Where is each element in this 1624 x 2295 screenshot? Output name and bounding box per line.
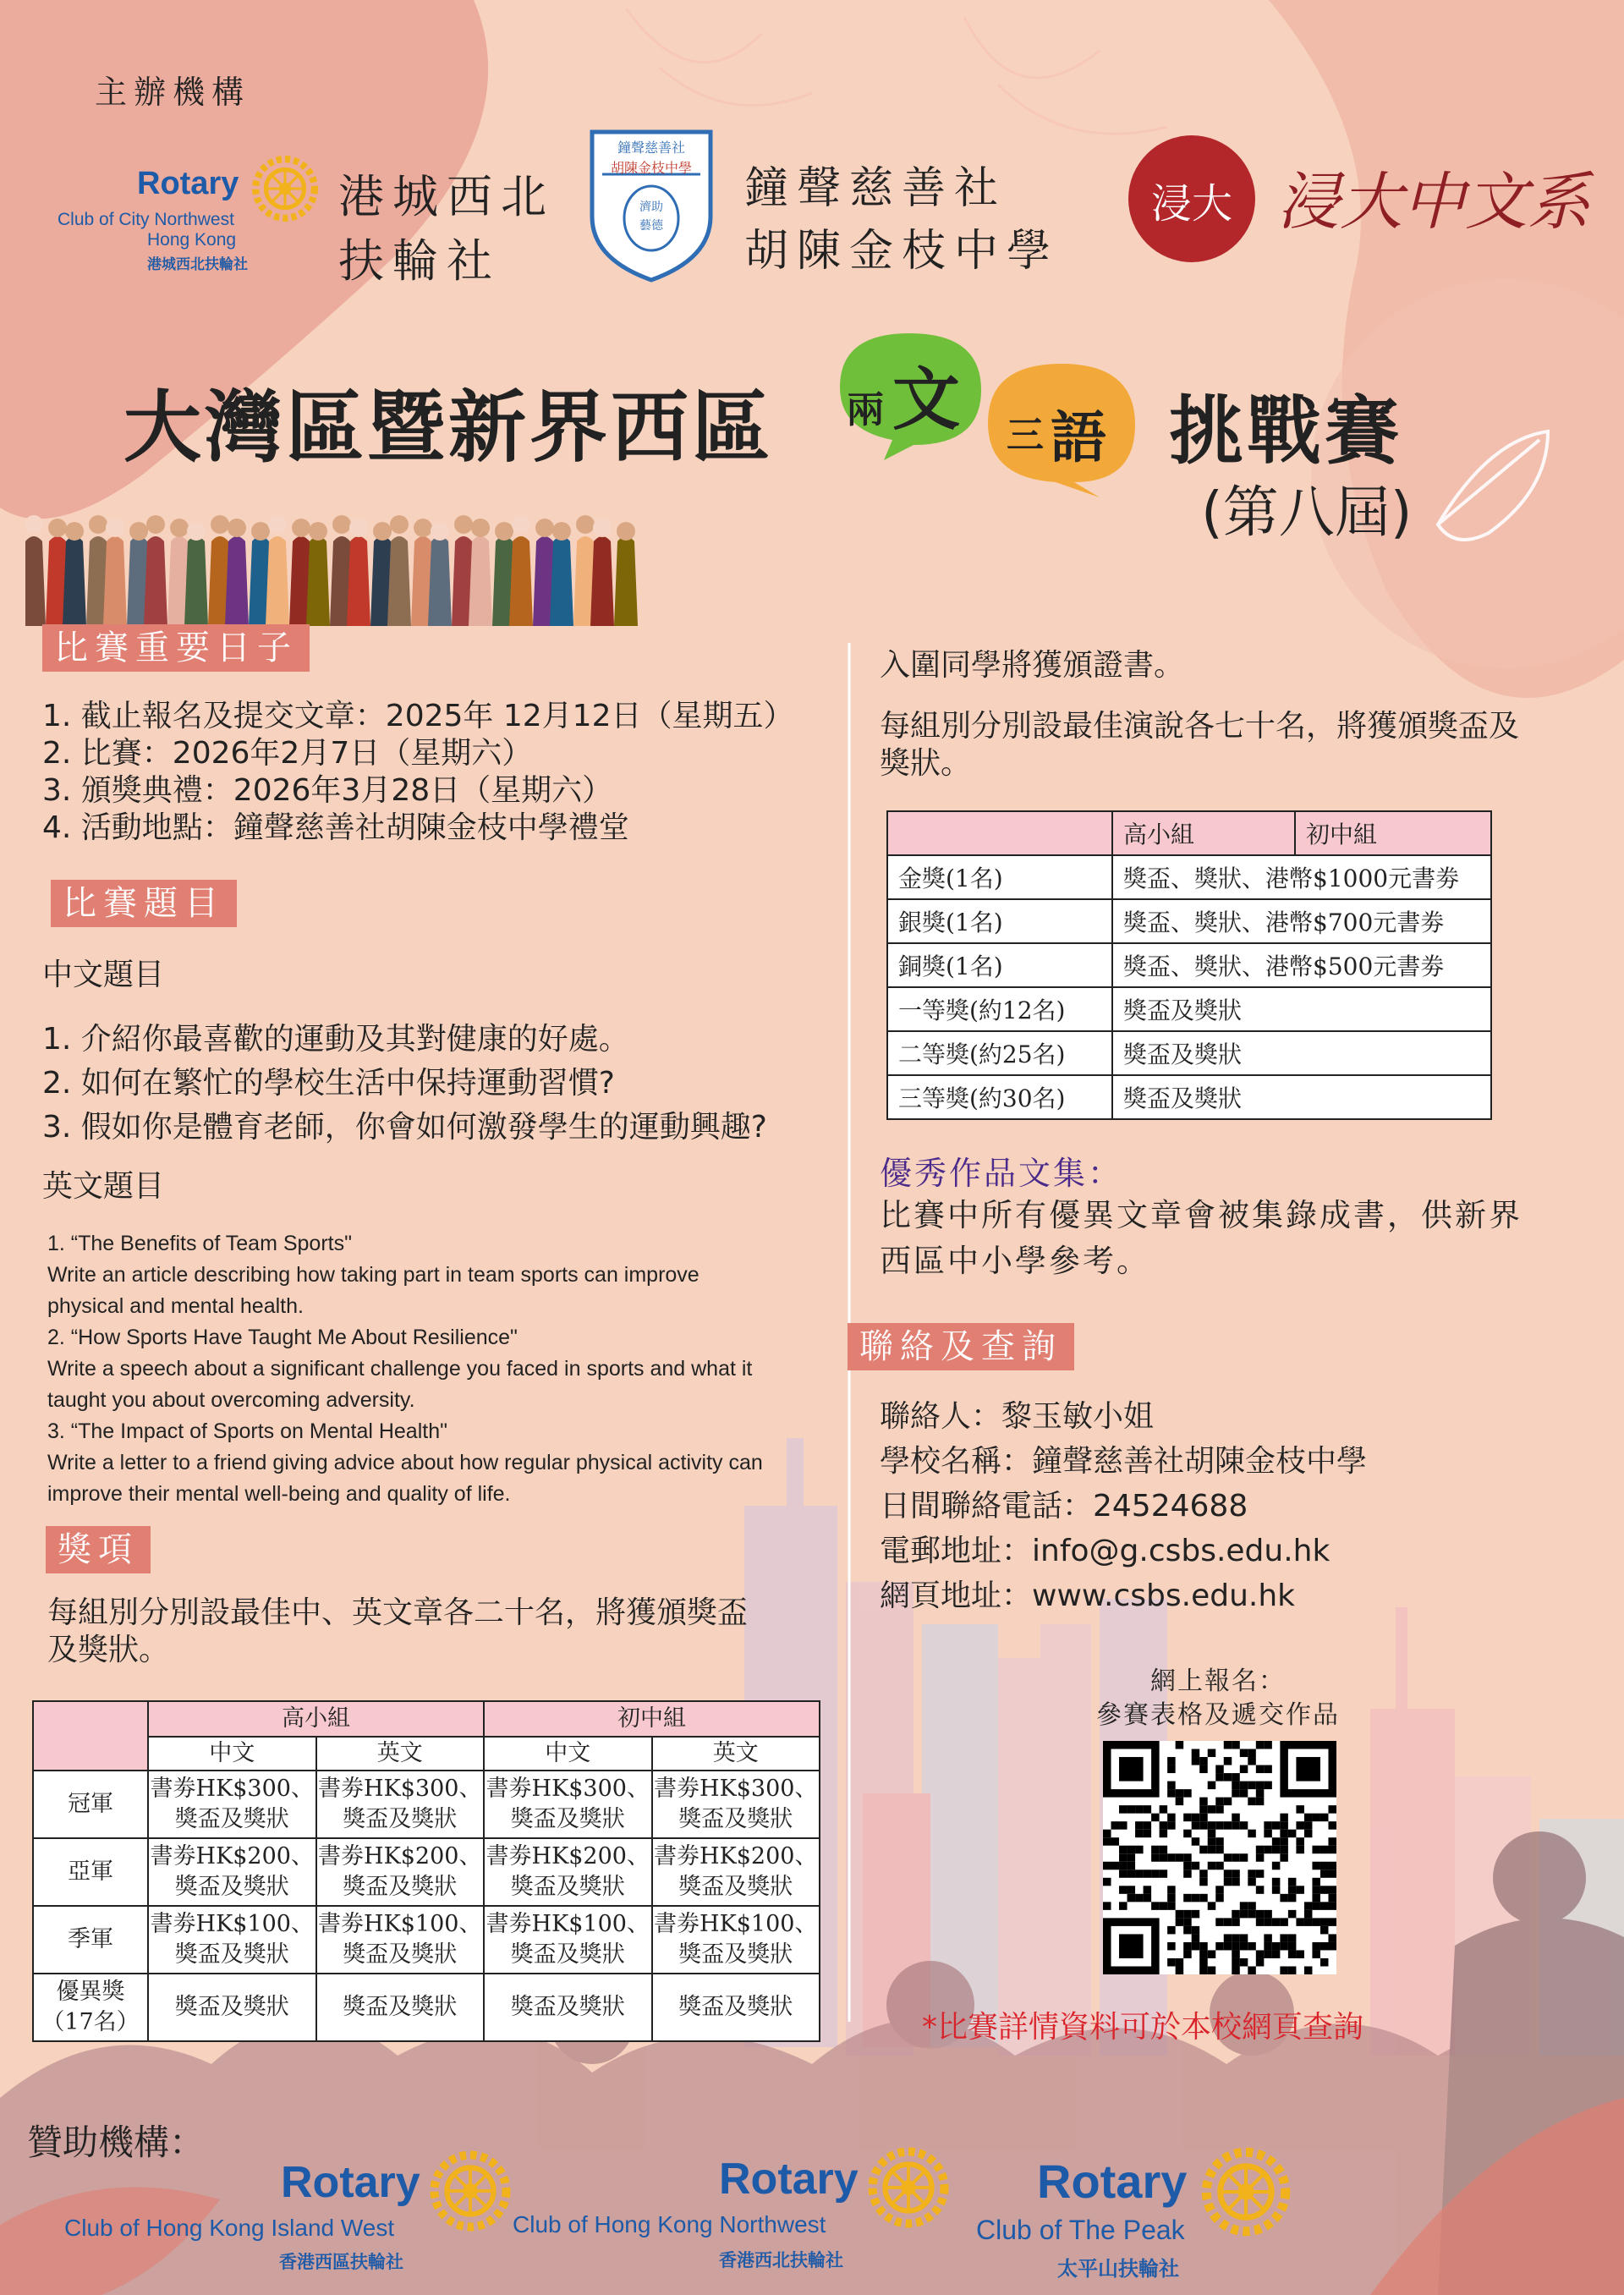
award-cell: 書劵HK$300、 獎盃及獎狀 (316, 1771, 485, 1838)
contact-school: 學校名稱：鐘聲慈善社胡陳金枝中學 (880, 1444, 1368, 1479)
english-topic-line: Write a letter to a friend giving advice about how regular physical activity can (47, 1451, 763, 1474)
sponsor-club-en: Club of The Peak (976, 2215, 1185, 2245)
speech-intro-line: 每組別分別設最佳演說各七十名，將獲頒獎盃及 (880, 709, 1520, 744)
speech-prize-value: 獎盃、獎狀、港幣$1000元書劵 (1112, 855, 1491, 899)
diverse-people-illustration (25, 491, 677, 626)
person-figure (387, 536, 411, 626)
person-head (349, 519, 368, 537)
english-topics-list (47, 1228, 842, 1510)
speech-intro (880, 706, 1624, 785)
person-head (431, 522, 449, 541)
date-item: 4. 活動地點：鐘聲慈善社胡陳金枝中學禮堂 (42, 810, 629, 845)
speech-bubble-orange (981, 355, 1142, 499)
person-head (414, 519, 432, 537)
award-lang-header: 中文 (148, 1737, 316, 1771)
sponsor-rotary-word: Rotary (719, 2155, 859, 2204)
speech-prize-label: 三等獎(約30名) (887, 1075, 1112, 1119)
chinese-topics-heading: 中文題目 (42, 958, 165, 992)
person-head (211, 515, 229, 534)
award-lang-header: 英文 (652, 1737, 820, 1771)
school-badge-top-text: 鐘聲慈善社 (617, 140, 685, 156)
award-group-header: 初中組 (484, 1701, 820, 1737)
person-head (251, 522, 270, 541)
speech-table-header: 初中組 (1295, 811, 1491, 855)
speech-prize-value: 獎盃及獎狀 (1112, 1075, 1491, 1119)
person-head (617, 522, 635, 541)
contact-list (880, 1394, 1607, 1618)
event-edition: (第八屆) (1201, 480, 1413, 545)
person-head (512, 515, 530, 534)
rotary-club-en-2: Hong Kong (147, 230, 237, 250)
award-table-corner (33, 1701, 148, 1771)
dates-list (42, 695, 837, 849)
person-head (89, 515, 107, 534)
person-head (129, 522, 148, 541)
sponsor-logo-peak (973, 2145, 1311, 2289)
awards-heading: 獎項 (46, 1526, 151, 1573)
person-head (292, 519, 310, 537)
person-head (65, 522, 84, 541)
event-title-suffix: 挑戰賽 (1169, 387, 1403, 475)
awards-intro (47, 1592, 842, 1672)
speech-intro-line: 獎狀。 (880, 746, 972, 781)
person-figure (184, 536, 208, 626)
collection-heading: 優秀作品文集： (880, 1155, 1123, 1192)
contact-email[interactable]: 電郵地址：info@g.csbs.edu.hk (880, 1534, 1330, 1568)
english-topic-line: Write an article describing how taking part in team sports can improve (47, 1263, 700, 1287)
bubble-2-small: 三 (1007, 414, 1044, 457)
chinese-topic: 1. 介紹你最喜歡的運動及其對健康的好處。 (42, 1022, 629, 1057)
person-head (552, 522, 571, 541)
person-figure (103, 536, 127, 626)
essay-awards-table (32, 1700, 820, 2042)
collection-text (880, 1193, 1522, 1284)
award-cell: 獎盃及獎狀 (316, 1974, 485, 2041)
contact-website[interactable]: 網頁地址：www.csbs.edu.hk (880, 1578, 1295, 1613)
person-figure (25, 536, 46, 626)
collection-line: 西區中小學參考。 (880, 1243, 1150, 1279)
speech-table-header: 高小組 (1112, 811, 1295, 855)
speech-table-header (887, 811, 1112, 855)
contact-person: 聯絡人：黎玉敏小姐 (880, 1399, 1155, 1434)
english-topics-heading: 英文題目 (42, 1169, 165, 1204)
contact-heading: 聯絡及查詢 (848, 1323, 1074, 1370)
person-figure (306, 536, 330, 626)
english-topic-line: Write a speech about a significant challenge you faced in sports and what it (47, 1357, 753, 1381)
rotary-wordmark: Rotary (137, 166, 239, 201)
speech-prize-value: 獎盃及獎狀 (1112, 1031, 1491, 1075)
person-figure (144, 536, 167, 626)
rotary-wheel-icon (428, 2149, 513, 2233)
award-cell: 書劵HK$200、 獎盃及獎狀 (484, 1838, 652, 1906)
hkbu-name: 浸大中文系 (1277, 166, 1590, 239)
sponsor-club-en: Club of Hong Kong Island West (64, 2215, 395, 2241)
person-figure (266, 536, 289, 626)
english-topic-line: 2. “How Sports Have Taught Me About Resilience" (47, 1326, 518, 1349)
registration-qr-code[interactable] (1103, 1741, 1336, 1974)
speech-prize-label: 銀獎(1名) (887, 899, 1112, 943)
person-head (373, 522, 392, 541)
speech-table-row (887, 855, 1491, 899)
person-head (454, 515, 473, 534)
rotary-club-zh: 港城西北扶輪社 (147, 256, 248, 272)
rotary-club-en-1: Club of City Northwest (58, 210, 234, 229)
award-rank-label: 亞軍 (33, 1838, 148, 1906)
school-name-2: 胡陳金枝中學 (744, 226, 1060, 277)
website-note: *比賽詳情資料可於本校網頁查詢 (922, 2010, 1364, 2045)
speech-table-row (887, 899, 1491, 943)
person-head (593, 519, 612, 537)
person-head (332, 515, 351, 534)
sponsor-logo-northwest (511, 2145, 968, 2272)
person-figure (509, 536, 533, 626)
speech-prize-label: 金獎(1名) (887, 855, 1112, 899)
award-group-header: 高小組 (148, 1701, 484, 1737)
award-cell: 書劵HK$200、 獎盃及獎狀 (148, 1838, 316, 1906)
award-lang-header: 英文 (316, 1737, 485, 1771)
person-head (48, 519, 67, 537)
person-head (471, 519, 490, 537)
person-figure (63, 536, 86, 626)
speech-table-row (887, 1031, 1491, 1075)
awards-intro-line: 每組別分別設最佳中、英文章各二十名，將獲頒獎盃 (47, 1595, 749, 1630)
school-badge-name-text: 胡陳金枝中學 (610, 160, 692, 176)
date-item: 2. 比賽：2026年2月7日（星期六） (42, 736, 533, 771)
dates-heading: 比賽重要日子 (42, 624, 310, 672)
sponsor-logo-island-west (59, 2149, 533, 2276)
award-cell: 獎盃及獎狀 (652, 1974, 820, 2041)
date-item: 3. 頒獎典禮：2026年3月28日（星期六） (42, 773, 613, 808)
speech-bubble-green (833, 327, 985, 462)
hkbu-seal (1128, 135, 1255, 262)
award-cell: 書劵HK$300、 獎盃及獎狀 (484, 1771, 652, 1838)
school-badge-motto: 濟助 藝德 (639, 200, 663, 233)
award-rank-label: 冠軍 (33, 1771, 148, 1838)
english-topic-line: improve their mental well-being and quality of life. (47, 1482, 511, 1506)
bubble-1-small: 兩 (847, 388, 884, 431)
sponsor-club-zh: 香港西北扶輪社 (719, 2251, 843, 2270)
speech-prize-value: 獎盃、獎狀、港幣$700元書劵 (1112, 899, 1491, 943)
bubble-1-big: 文 (892, 360, 960, 439)
hkbu-seal-text: 浸大 (1150, 180, 1232, 228)
person-head (228, 519, 246, 537)
awards-intro-line: 及獎狀。 (47, 1633, 170, 1667)
rotary-organizer-logo (54, 151, 325, 272)
speech-table-row (887, 987, 1491, 1031)
person-head (146, 515, 165, 534)
person-head (187, 522, 206, 541)
award-cell: 書劵HK$300、 獎盃及獎狀 (652, 1771, 820, 1838)
registration-label (1040, 1665, 1396, 1732)
speech-prize-label: 銅獎(1名) (887, 943, 1112, 987)
speech-prize-label: 一等獎(約12名) (887, 987, 1112, 1031)
award-cell: 書劵HK$100、 獎盃及獎狀 (316, 1906, 485, 1974)
person-head (268, 515, 287, 534)
person-head (170, 519, 189, 537)
registration-line: 參賽表格及遞交作品 (1096, 1700, 1340, 1730)
award-table-row (33, 1838, 820, 1906)
person-figure (614, 536, 638, 626)
award-cell: 書劵HK$200、 獎盃及獎狀 (316, 1838, 485, 1906)
person-head (106, 519, 124, 537)
sponsor-rotary-word: Rotary (1037, 2155, 1188, 2208)
person-figure (469, 536, 492, 626)
speech-prize-value: 獎盃、獎狀、港幣$500元書劵 (1112, 943, 1491, 987)
sponsor-club-en: Club of Hong Kong Northwest (513, 2211, 826, 2237)
person-figure (550, 536, 573, 626)
school-badge (584, 124, 719, 284)
award-cell: 獎盃及獎狀 (148, 1974, 316, 2041)
chinese-topics-list (42, 1018, 846, 1149)
award-table-row (33, 1771, 820, 1838)
topics-heading: 比賽題目 (51, 880, 237, 927)
chinese-topic: 3. 假如你是體育老師，你會如何激發學生的運動興趣? (42, 1110, 767, 1145)
english-topic-line: 3. “The Impact of Sports on Mental Health" (47, 1419, 447, 1443)
award-cell: 書劵HK$200、 獎盃及獎狀 (652, 1838, 820, 1906)
award-cell: 書劵HK$300、 獎盃及獎狀 (148, 1771, 316, 1838)
person-head (25, 515, 43, 534)
award-cell: 書劵HK$100、 獎盃及獎狀 (652, 1906, 820, 1974)
person-figure (428, 536, 452, 626)
person-head (495, 522, 513, 541)
sponsor-club-zh: 香港西區扶輪社 (279, 2253, 403, 2272)
english-topic-line: 1. “The Benefits of Team Sports" (47, 1232, 352, 1255)
speech-table-row (887, 1075, 1491, 1119)
award-lang-header: 中文 (484, 1737, 652, 1771)
person-head (576, 515, 595, 534)
speech-table-row (887, 943, 1491, 987)
date-item: 1. 截止報名及提交文章：2025年 12月12日（星期五） (42, 699, 794, 733)
person-head (390, 515, 409, 534)
award-rank-label: 季軍 (33, 1906, 148, 1974)
award-rank-label: 優異獎 （17名） (33, 1974, 148, 2041)
person-head (535, 519, 554, 537)
english-topic-line: physical and mental health. (47, 1294, 304, 1318)
award-cell: 獎盃及獎狀 (484, 1974, 652, 2041)
bubble-2-big: 語 (1051, 405, 1106, 470)
award-cell: 書劵HK$100、 獎盃及獎狀 (484, 1906, 652, 1974)
english-topic-line: taught you about overcoming adversity. (47, 1388, 415, 1412)
award-cell: 書劵HK$100、 獎盃及獎狀 (148, 1906, 316, 1974)
chinese-topic: 2. 如何在繁忙的學校生活中保持運動習慣? (42, 1066, 615, 1101)
award-table-row (33, 1974, 820, 2041)
organizers-label: 主辦機構 (95, 74, 251, 111)
qr-code-icon (1103, 1741, 1336, 1974)
rotary-organizer-name-2: 扶輪社 (338, 234, 501, 288)
sponsor-rotary-word: Rotary (281, 2158, 420, 2207)
school-name-1: 鐘聲慈善社 (744, 163, 1007, 214)
speech-prize-value: 獎盃及獎狀 (1112, 987, 1491, 1031)
collection-line: 比賽中所有優異文章會被集錄成書，供新界 (880, 1197, 1522, 1233)
contact-phone: 日間聯絡電話：24524688 (880, 1489, 1248, 1524)
registration-line: 網上報名： (1150, 1666, 1286, 1696)
person-figure (590, 536, 614, 626)
speech-prize-label: 二等獎(約25名) (887, 1031, 1112, 1075)
person-figure (347, 536, 370, 626)
person-head (309, 522, 327, 541)
person-figure (225, 536, 249, 626)
rotary-wheel-icon (866, 2145, 951, 2230)
rotary-wheel-icon (250, 154, 320, 223)
sponsors-label: 贊助機構： (27, 2122, 206, 2163)
rotary-wheel-icon (1199, 2145, 1292, 2238)
rotary-organizer-name-1: 港城西北 (338, 170, 555, 223)
speech-awards-table (886, 810, 1492, 1120)
event-title: 大灣區暨新界西區 (123, 382, 774, 473)
speech-certificate-note: 入圍同學將獲頒證書。 (880, 648, 1185, 683)
sponsor-club-zh: 太平山扶輪社 (1057, 2258, 1179, 2281)
award-table-row (33, 1906, 820, 1974)
